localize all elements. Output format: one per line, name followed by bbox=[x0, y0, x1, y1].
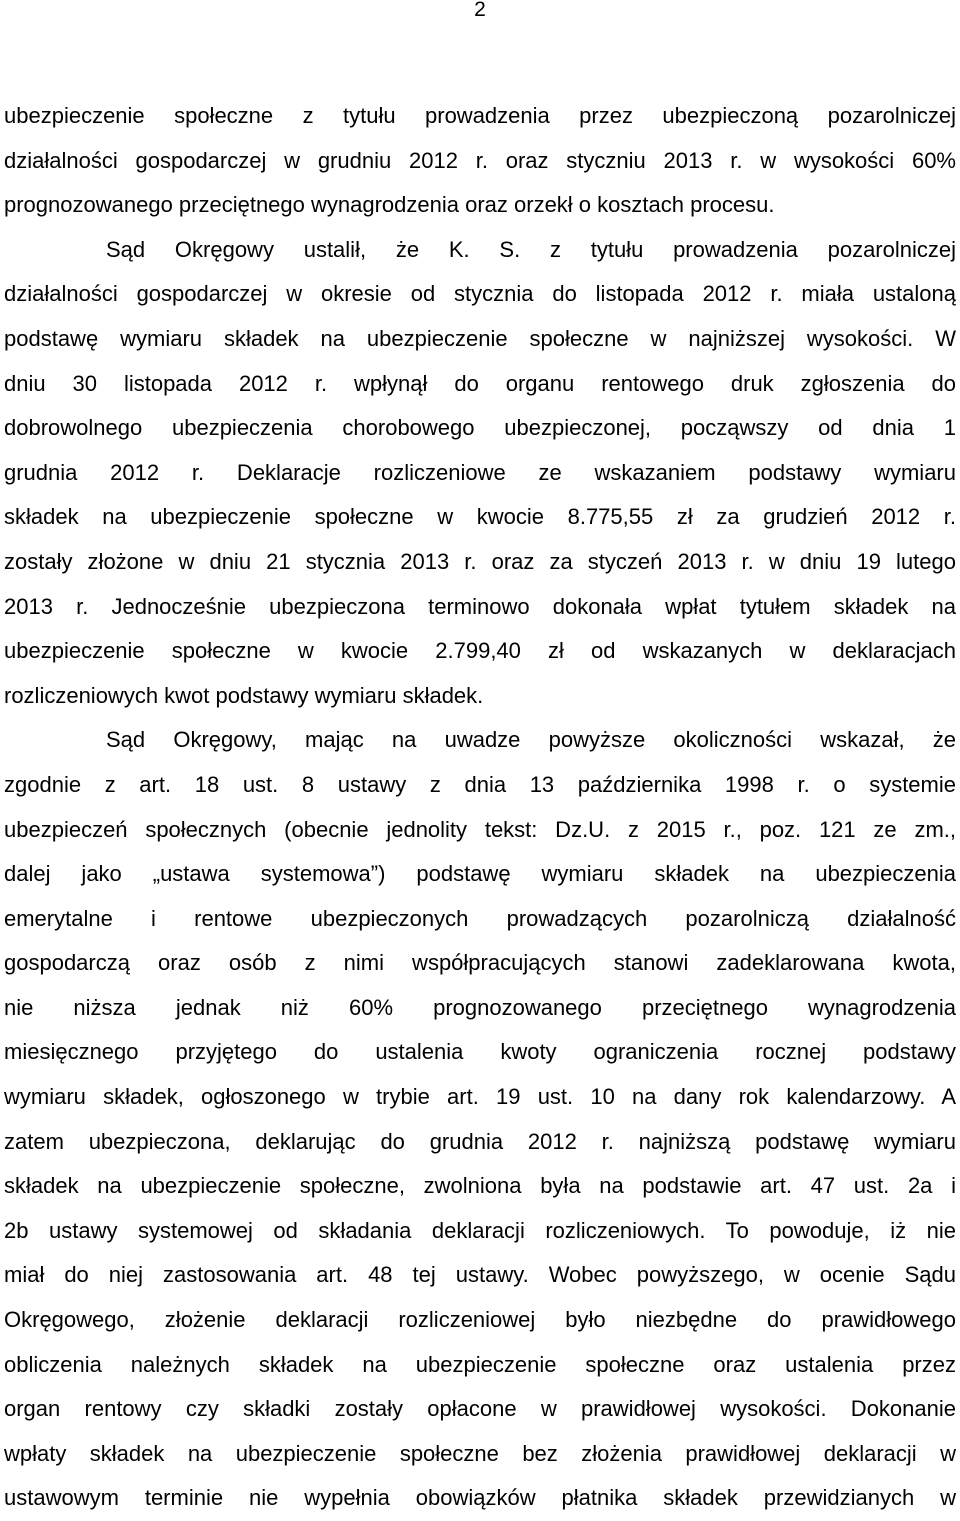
text-line: zatem ubezpieczona, deklarując do grudnia 2012 r. najniższą podstawę wymiaru bbox=[4, 1128, 956, 1154]
text-line: ustawowym terminie nie wypełnia obowiązków płatnika składek przewidzianych w bbox=[4, 1485, 956, 1511]
text-line: dalej jako „ustawa systemowa”) podstawę wymiaru składek na ubezpieczenia bbox=[4, 861, 956, 887]
text-line: miesięcznego przyjętego do ustalenia kwoty ograniczenia rocznej podstawy bbox=[4, 1039, 956, 1065]
text-line: ubezpieczeń społecznych (obecnie jednolity tekst: Dz.U. z 2015 r., poz. 121 ze zm., bbox=[4, 816, 956, 842]
text-line: prognozowanego przeciętnego wynagrodzenia oraz orzekł o kosztach procesu. bbox=[4, 192, 775, 218]
text-line: działalności gospodarczej w okresie od stycznia do listopada 2012 r. miała ustaloną bbox=[4, 281, 956, 307]
text-line: grudnia 2012 r. Deklaracje rozliczeniowe ze wskazaniem podstawy wymiaru bbox=[4, 459, 956, 485]
text-line: wpłaty składek na ubezpieczenie społeczne bez złożenia prawidłowej deklaracji w bbox=[4, 1440, 956, 1466]
text-line: ubezpieczenie społeczne z tytułu prowadzenia przez ubezpieczoną pozarolniczej bbox=[4, 103, 956, 128]
text-line: emerytalne i rentowe ubezpieczonych prowadzących pozarolniczą działalność bbox=[4, 905, 956, 931]
text-line: zostały złożone w dniu 21 stycznia 2013 r. oraz za styczeń 2013 r. w dniu 19 lutego bbox=[4, 548, 956, 574]
text-line: działalności gospodarczej w grudniu 2012 r. oraz styczniu 2013 r. w wysokości 60% bbox=[4, 147, 956, 173]
text-line: miał do niej zastosowania art. 48 tej ustawy. Wobec powyższego, w ocenie Sądu bbox=[4, 1262, 956, 1288]
text-line: składek na ubezpieczenie społeczne w kwocie 8.775,55 zł za grudzień 2012 r. bbox=[4, 504, 956, 530]
page-number: 2 bbox=[474, 0, 486, 21]
text-line: 2013 r. Jednocześnie ubezpieczona terminowo dokonała wpłat tytułem składek na bbox=[4, 593, 956, 619]
document-text bbox=[4, 94, 956, 1521]
text-line: obliczenia należnych składek na ubezpieczenie społeczne oraz ustalenia przez bbox=[4, 1351, 956, 1377]
document-body bbox=[4, 94, 956, 1521]
text-line: dniu 30 listopada 2012 r. wpłynął do organu rentowego druk zgłoszenia do bbox=[4, 370, 956, 396]
text-line: składek na ubezpieczenie społeczne, zwolniona była na podstawie art. 47 ust. 2a i bbox=[4, 1173, 956, 1199]
text-line: dobrowolnego ubezpieczenia chorobowego ubezpieczonej, począwszy od dnia 1 bbox=[4, 415, 956, 441]
text-line: podstawę wymiaru składek na ubezpieczenie społeczne w najniższej wysokości. W bbox=[4, 325, 956, 351]
text-line: rozliczeniowych kwot podstawy wymiaru składek. bbox=[4, 682, 484, 708]
text-line: wymiaru składek, ogłoszonego w trybie art. 19 ust. 10 na dany rok kalendarzowy. A bbox=[4, 1084, 956, 1110]
text-line: Sąd Okręgowy, mając na uwadze powyższe okoliczności wskazał, że bbox=[106, 727, 956, 753]
text-line: Sąd Okręgowy ustalił, że K. S. z tytułu prowadzenia pozarolniczej bbox=[106, 236, 956, 262]
text-line: gospodarczą oraz osób z nimi współpracujących stanowi zadeklarowana kwota, bbox=[4, 950, 956, 976]
text-line: ubezpieczenie społeczne w kwocie 2.799,40 zł od wskazanych w deklaracjach bbox=[4, 638, 956, 664]
text-line: zgodnie z art. 18 ust. 8 ustawy z dnia 13 października 1998 r. o systemie bbox=[4, 771, 956, 797]
text-line: nie niższa jednak niż 60% prognozowanego przeciętnego wynagrodzenia bbox=[4, 994, 956, 1020]
text-line: 2b ustawy systemowej od składania deklaracji rozliczeniowych. To powoduje, iż nie bbox=[4, 1217, 956, 1243]
text-line: organ rentowy czy składki zostały opłacone w prawidłowej wysokości. Dokonanie bbox=[4, 1396, 956, 1422]
text-line: Okręgowego, złożenie deklaracji rozliczeniowej było niezbędne do prawidłowego bbox=[4, 1307, 956, 1333]
